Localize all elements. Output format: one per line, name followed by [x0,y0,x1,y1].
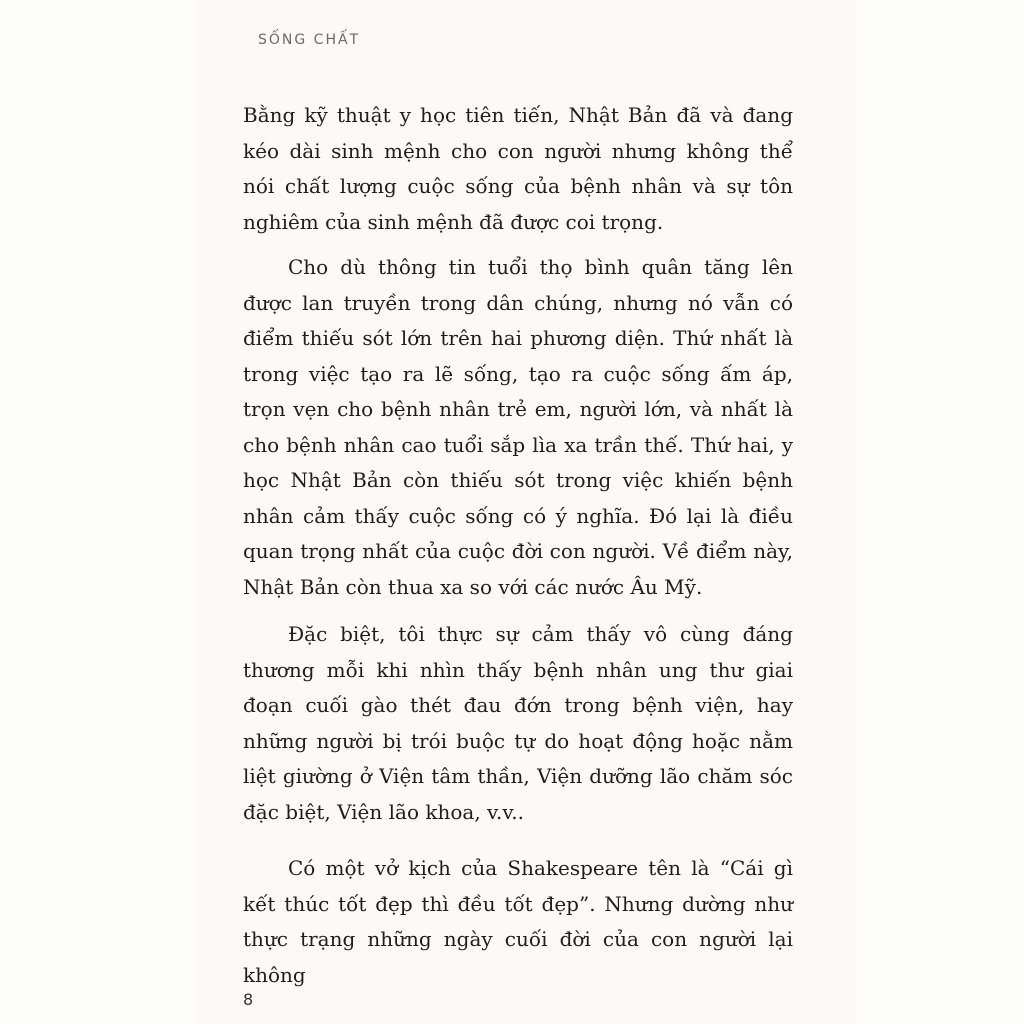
paragraph-3: Đặc biệt, tôi thực sự cảm thấy vô cùng đáng thương mỗi khi nhìn thấy bệnh nhân ung thư giai đoạn cuối gào thét đau đớn trong bệnh viện, hay những người bị trói buộc tự do hoạt động hoặc nằm liệt giường ở Viện tâm thần, Viện dưỡng lão chăm sóc đặc biệt, Viện lão khoa, v.v.. [243,622,793,824]
running-header: SỐNG CHẤT [258,32,361,48]
paragraph-2: Cho dù thông tin tuổi thọ bình quân tăng lên được lan truyền trong dân chúng, nhưng nó vẫn có điểm thiếu sót lớn trên hai phương diện. Thứ nhất là trong việc tạo ra lẽ sống, tạo ra cuộc sống ấm áp, trọn vẹn cho bệnh nhân trẻ em, người lớn, và nhất là cho bệnh nhân cao tuổi sắp lìa xa trần thế. Thứ hai, y học Nhật Bản còn thiếu sót trong việc khiến bệnh nhân cảm thấy cuộc sống có ý nghĩa. Đó lại là điều quan trọng nhất của cuộc đời con người. Về điểm này, Nhật Bản còn thua xa so với các nước Âu Mỹ. [243,255,793,599]
page-number: 8 [243,990,254,1009]
paragraph-4: Có một vở kịch của Shakespeare tên là “Cái gì kết thúc tốt đẹp thì đều tốt đẹp”. Nhưng dường như thực trạng những ngày cuối đời của con người lại không [243,856,793,987]
paragraph-1: Bằng kỹ thuật y học tiên tiến, Nhật Bản đã và đang kéo dài sinh mệnh cho con người nhưng không thể nói chất lượng cuộc sống của bệnh nhân và sự tôn nghiêm của sinh mệnh đã được coi trọng. [243,103,793,234]
